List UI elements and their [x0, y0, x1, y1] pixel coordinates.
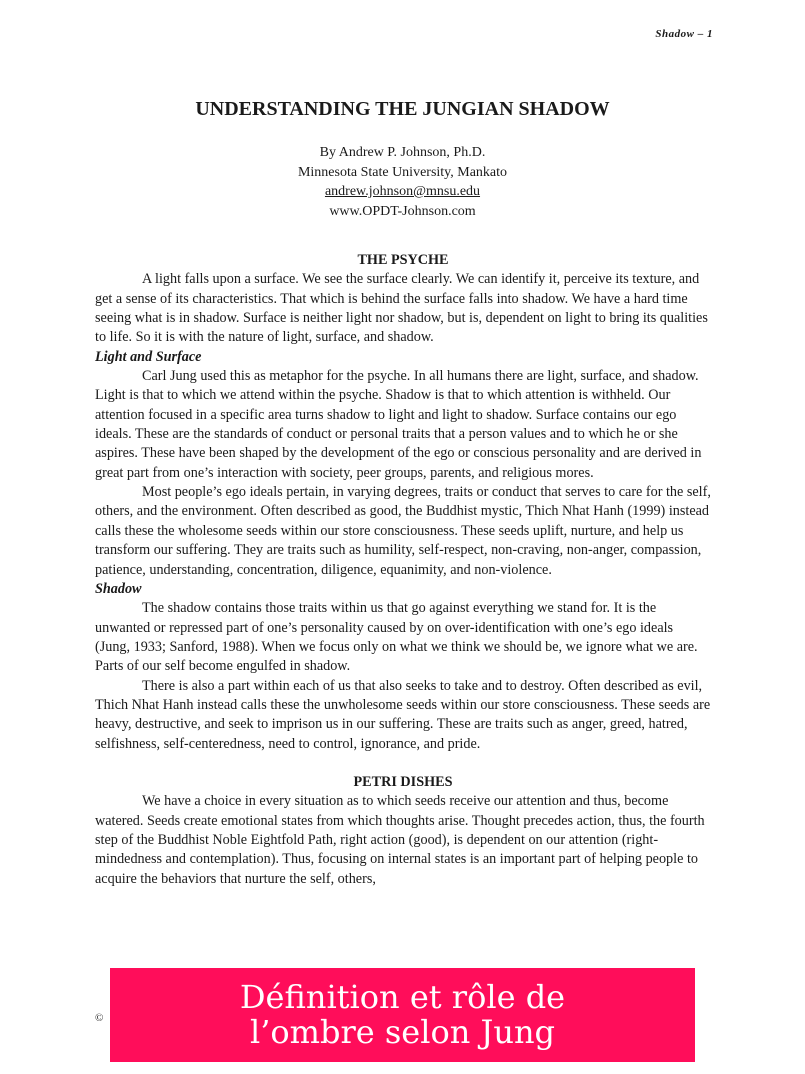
section-spacer [95, 754, 711, 773]
section-heading-petri-dishes: PETRI DISHES [353, 773, 453, 790]
paragraph: The shadow contains those traits within us that go against everything we stand for. It is the unwanted or repressed part of one’s personality caused by on over-identification with one’s ego ideals (Jung, 1933; Sanford, 1988). When we focus only on what we think we should be, we ignore what we are. Parts of our self become engulfed in shadow. [95, 600, 698, 675]
author-name: By Andrew P. Johnson, Ph.D. [319, 145, 486, 160]
paragraph: Carl Jung used this as metaphor for the psyche. In all humans there are light, surface, and shadow. Light is that to which we attend within the psyche. Shadow is that to which attention is withheld. Our attention focused in a specific area turns shadow to light and light to shadow. Surface contains our ego ideals. These are the standards of conduct or personal traits that a person values and to which he or she aspires. These have been shaped by the development of the ego or conscious personality and are derived in great part from one’s interaction with society, peer groups, parents, and religious mores. [95, 368, 702, 481]
paragraph: A light falls upon a surface. We see the surface clearly. We can identify it, perceive its texture, and get a sense of its characteristics. That which is behind the surface falls into shadow. We have a hard time seeing what is in shadow. Surface is neither light nor shadow, but is, dependent on light to bring its qualities to life. So it is with the nature of light, surface, and shadow. [95, 271, 708, 346]
document-body [95, 251, 711, 889]
author-website: www.OPDT-Johnson.com [329, 203, 476, 219]
author-institution: Minnesota State University, Mankato [297, 164, 508, 180]
subheading-shadow: Shadow [95, 580, 142, 597]
banner-line-1: Définition et rôle de [239, 978, 566, 1016]
document-title: UNDERSTANDING THE JUNGIAN SHADOW [195, 98, 610, 120]
paragraph: We have a choice in every situation as to which seeds receive our attention and thus, become watered. Seeds create emotional states from which thoughts arise. Thought precedes action, thus, the fourth step of the Buddhist Noble Eightfold Path, right action (good), is dependent on our attention (right-mindedness and contemplation). Thus, focusing on internal states is an important part of helping people to acquire the behaviors that nurture the self, others, [95, 793, 705, 887]
author-email-link[interactable]: andrew.johnson@mnsu.edu [324, 184, 481, 199]
banner-line-2: l’ombre selon Jung [249, 1013, 556, 1051]
copyright-mark: © [95, 1012, 104, 1024]
byline [0, 143, 805, 221]
section-heading-psyche: THE PSYCHE [357, 252, 449, 268]
running-head: Shadow – 1 [655, 28, 713, 40]
paragraph: Most people’s ego ideals pertain, in varying degrees, traits or conduct that serves to care for the self, others, and the environment. Often described as good, the Buddhist mystic, Thich Nhat Hanh (1999) instead calls these the wholesome seeds within our store consciousness. These seeds uplift, nurture, and help us transform our suffering. They are traits such as humility, self-respect, non-craving, non-anger, compassion, patience, understanding, concentration, diligence, equanimity, and non-violence. [95, 484, 711, 578]
subheading-light-and-surface: Light and Surface [95, 348, 202, 365]
paragraph: There is also a part within each of us that also seeks to take and to destroy. Often described as evil, Thich Nhat Hanh instead calls these the unwholesome seeds within our store consciousness. These seeds are heavy, destructive, and seek to imprison us in our suffering. These are traits such as anger, greed, hatred, selfishness, self-centeredness, need to control, ignorance, and pride. [95, 677, 711, 752]
title-banner [110, 968, 695, 1062]
